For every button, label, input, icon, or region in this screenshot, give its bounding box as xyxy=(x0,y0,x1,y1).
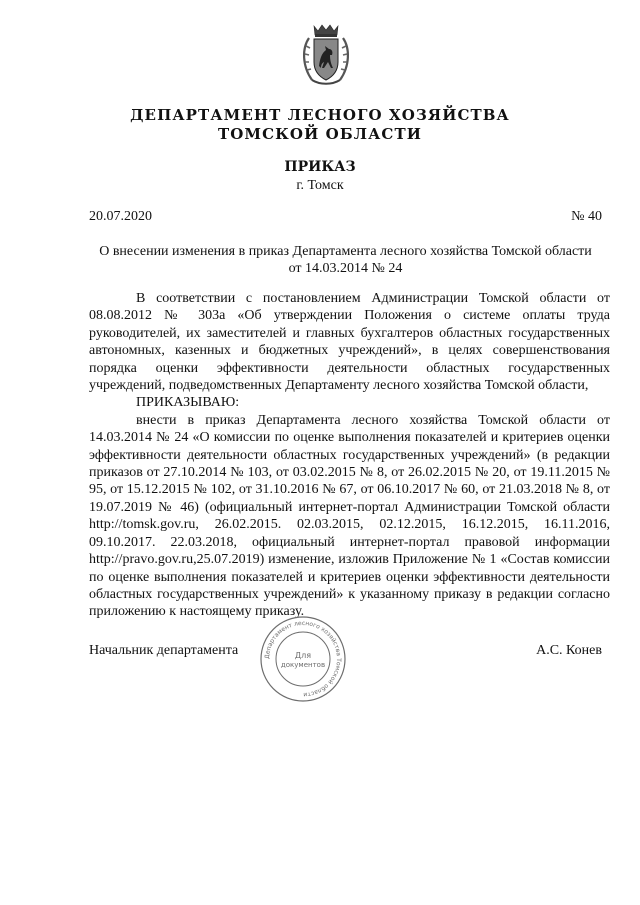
stamp-inner-line2: документов xyxy=(280,661,326,669)
preamble-paragraph: В соответствии с постановлением Администрации Томской области от 08.08.2012 № 303а «Об утверждении Положения о системе оплаты труда руководителей, их заместителей и главных бухгалтеров областных государственных автономных, казенных и бюджетных учреждений», в целях совершенствования порядка оценки эффективности деятельности областных государственных учреждений, подведомственных Департаменту лесного хозяйства Томской области, xyxy=(89,291,610,394)
stamp-inner-line1: Для xyxy=(294,651,312,660)
department-name-line1: ДЕПАРТАМЕНТ ЛЕСНОГО ХОЗЯЙСТВА xyxy=(130,106,510,124)
subject-line2: от 14.03.2014 № 24 xyxy=(288,261,403,276)
city: г. Томск xyxy=(296,178,344,193)
subject-line1: О внесении изменения в приказ Департамента лесного хозяйства Томской области xyxy=(99,244,592,259)
directive-paragraph: внести в приказ Департамента лесного хозяйства Томской области от 14.03.2014 № 24 «О комиссии по оценке выполнения показателей и критериев оценки эффективности деятельности областных государственных учреждений» (в редакции приказов от 27.10.2014 № 103, от 03.02.2015 № 8, от 26.02.2015 № 20, от 19.11.2015 № 95, от 15.12.2015 № 102, от 31.10.2016 № 67, от 06.10.2017 № 60, от 21.03.2018 № 8, от 19.07.2019 № 46) (официальный интернет-портал Администрации Томской области http://tomsk.gov.ru, 26.02.2015. 02.03.2015, 02.12.2015, 16.12.2015, 16.11.2016, 09.10.2017. 22.03.2018, официальный интернет-портал правовой информации http://pravo.gov.ru,25.07.2019) изменение, изложив Приложение № 1 «Состав комиссии по оценке выполнения показателей и критериев оценки эффективности деятельности областных государственных учреждений» к указанному приказу в редакции согласно приложению к настоящему приказу. xyxy=(89,412,610,620)
order-body xyxy=(89,290,610,621)
signer-name: А.С. Конев xyxy=(536,643,602,658)
department-name-line2: ТОМСКОЙ ОБЛАСТИ xyxy=(217,125,422,143)
coat-of-arms-icon xyxy=(300,22,352,88)
document-type: ПРИКАЗ xyxy=(284,159,356,175)
stamp-icon xyxy=(258,614,348,704)
order-word: ПРИКАЗЫВАЮ: xyxy=(136,395,240,411)
order-number: № 40 xyxy=(571,209,602,224)
stamp-ring-text: Департамент лесного хозяйства Томской области xyxy=(263,619,343,699)
order-subject xyxy=(89,243,602,277)
signer-title: Начальник департамента xyxy=(89,643,239,658)
order-date: 20.07.2020 xyxy=(89,209,152,224)
